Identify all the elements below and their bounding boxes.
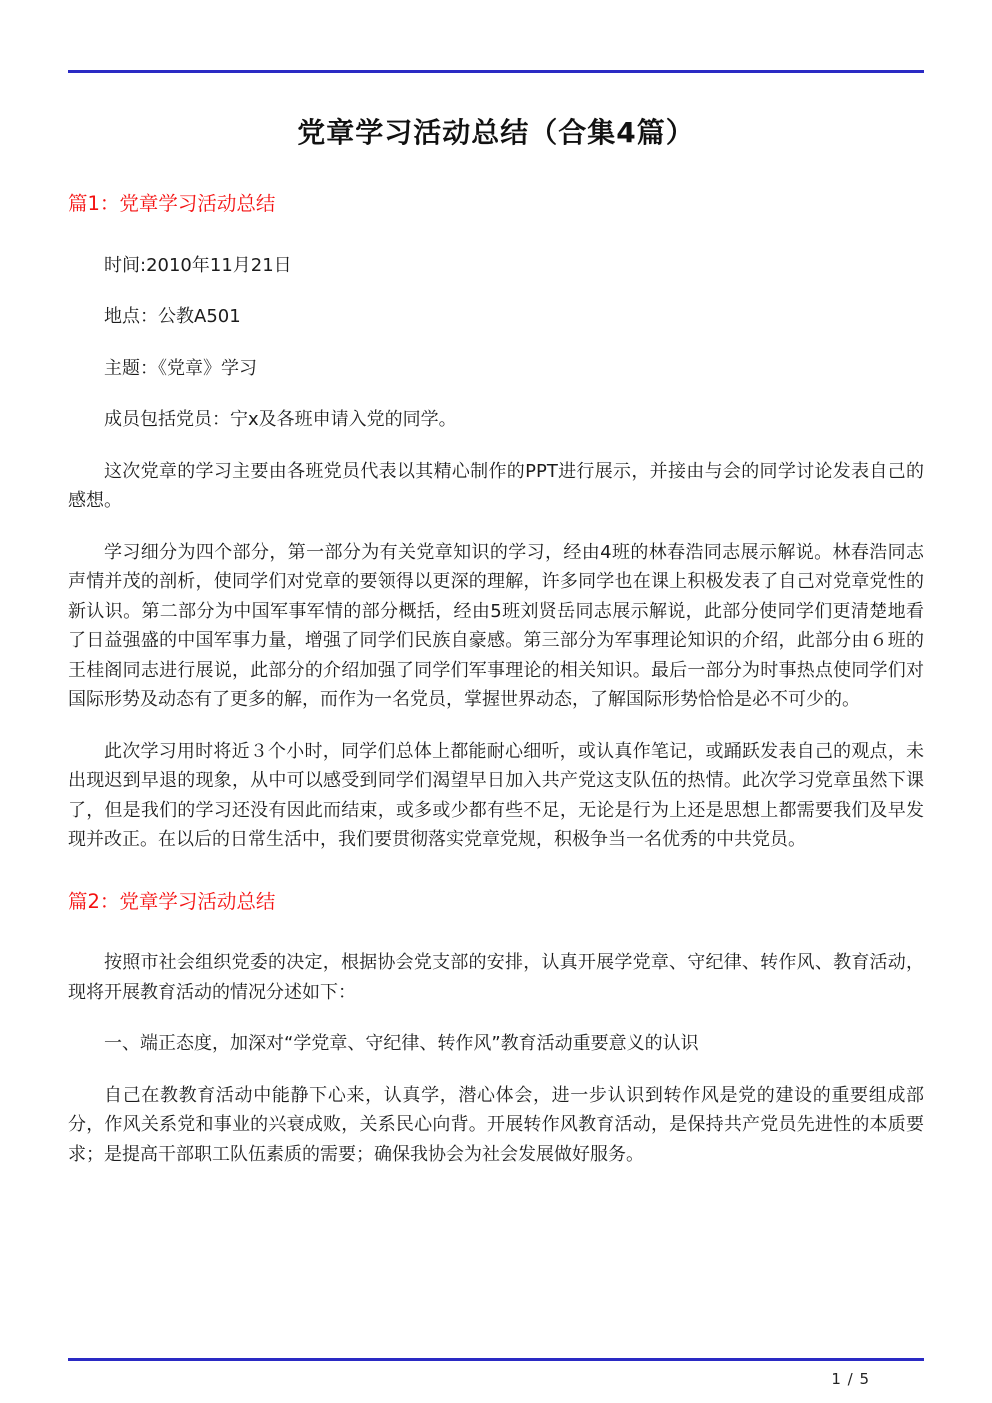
paragraph-location: 地点：公教A501: [104, 306, 241, 328]
paragraph: 学习细分为四个部分，第一部分为有关党章知识的学习，经由4班的林春浩同志展示解说。林春浩同志声情并茂的剖析，使同学们对党章的要领得以更深的理解，许多同学也在课上积极发表了自己对党章党性的新认识。第二部分为中国军事军情的部分概括，经由5班刘贤岳同志展示解说，此部分使同学们更清楚地看了日益强盛的中国军事力量，增强了同学们民族自豪感。第三部分为军事理论知识的介绍，此部分由６班的王桂阁同志进行展说，此部分的介绍加强了同学们军事理论的相关知识。最后一部分为时事热点使同学们对国际形势及动态有了更多的解，而作为一名党员，掌握世界动态，了解国际形势恰恰是必不可少的。: [68, 541, 924, 711]
paragraph: 自己在教教育活动中能静下心来，认真学，潜心体会，进一步认识到转作风是党的建设的重要组成部分，作风关系党和事业的兴衰成败，关系民心向背。开展转作风教育活动，是保持共产党员先进性的本质要求；是提高干部职工队伍素质的需要；确保我协会为社会发展做好服务。: [68, 1084, 924, 1165]
paragraph: 按照市社会组织党委的决定，根据协会党支部的安排，认真开展学党章、守纪律、转作风、教育活动，现将开展教育活动的情况分述如下：: [68, 952, 924, 1003]
section-2: [68, 889, 924, 1169]
document-title: 党章学习活动总结（合集4篇）: [297, 116, 695, 149]
paragraph-topic: 主题：《党章》学习: [104, 357, 257, 379]
paragraph: 一、端正态度，加深对“学党章、守纪律、转作风”教育活动重要意义的认识: [104, 1033, 699, 1055]
section-2-heading: 篇2：党章学习活动总结: [68, 889, 276, 913]
section-1: [68, 191, 924, 854]
paragraph-time: 时间:2010年11月21日: [104, 254, 292, 276]
section-1-heading: 篇1：党章学习活动总结: [68, 192, 276, 216]
footer-divider: [68, 1358, 924, 1361]
page-number: 1 / 5: [831, 1370, 870, 1388]
paragraph: 此次学习用时将近３个小时，同学们总体上都能耐心细听，或认真作笔记，或踊跃发表自己的观点，未出现迟到早退的现象，从中可以感受到同学们渴望早日加入共产党这支队伍的热情。此次学习党章虽然下课了，但是我们的学习还没有因此而结束，或多或少都有些不足，无论是行为上还是思想上都需要我们及早发现并改正。在以后的日常生活中，我们要贯彻落实党章党规，积极争当一名优秀的中共党员。: [68, 740, 924, 851]
paragraph-members: 成员包括党员：宁x及各班申请入党的同学。: [104, 409, 457, 431]
paragraph: 这次党章的学习主要由各班党员代表以其精心制作的PPT进行展示，并接由与会的同学讨论发表自己的感想。: [68, 460, 924, 512]
header-divider: [68, 70, 924, 73]
